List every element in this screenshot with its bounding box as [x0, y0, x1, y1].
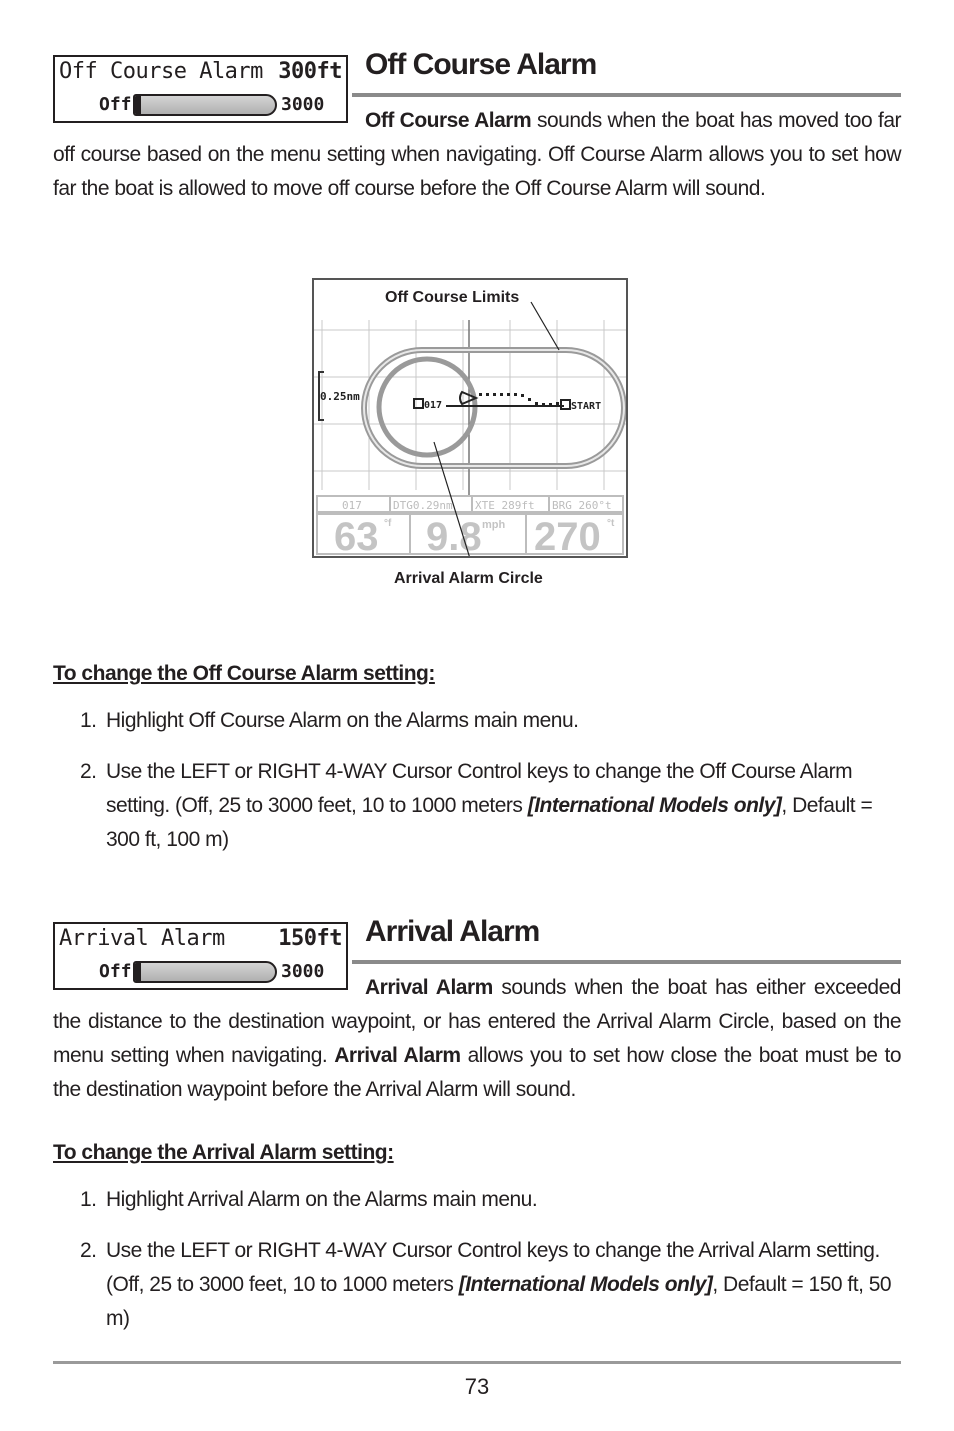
- widget-min-label: Off: [99, 94, 132, 115]
- description-text-2: allows you to set how close the boat must be to the destination waypoint before the Arrival Alarm will sound.: [53, 1044, 902, 1101]
- widget-title: Arrival Alarm: [59, 926, 225, 951]
- widget-value: 300ft: [278, 59, 342, 84]
- big-temp: 63: [334, 515, 379, 556]
- section-heading-off-course: Off Course Alarm: [365, 48, 597, 81]
- step-text-end: , Default = 150 ft, 50 m): [106, 1273, 892, 1330]
- step-number: 1.: [80, 1188, 97, 1211]
- big-heading: 270: [534, 515, 601, 556]
- big-heading-unit: °t: [607, 518, 615, 529]
- arrival-step-2: [80, 1234, 900, 1336]
- info-xte: XTE 289ft: [475, 499, 535, 512]
- section-heading-arrival: Arrival Alarm: [365, 915, 540, 948]
- map-screen: [314, 280, 626, 556]
- scale-label: 0.25nm: [320, 390, 360, 403]
- step-text: Use the LEFT or RIGHT 4-WAY Cursor Control keys to change the Off Course Alarm setting. (Off, 25 to 3000 feet, 10 to 1000 meters: [106, 760, 853, 817]
- widget-title: Off Course Alarm: [59, 59, 263, 84]
- step-number: 2.: [80, 760, 97, 783]
- arrival-subheading: To change the Arrival Alarm setting:: [53, 1141, 394, 1164]
- page-number: 73: [464, 1374, 490, 1399]
- arrival-step-1: [80, 1183, 900, 1217]
- waypoint-label: 017: [424, 400, 443, 411]
- start-label: START: [571, 401, 602, 412]
- waypoint-icon: [414, 399, 423, 408]
- big-temp-unit: °f: [384, 518, 392, 529]
- description-lead-2: Arrival Alarm: [334, 1044, 461, 1067]
- heading-rule: [352, 960, 901, 964]
- description-lead: Off Course Alarm: [365, 109, 532, 132]
- step-emphasis: [International Models only]: [527, 794, 782, 817]
- big-speed: 9.8: [426, 515, 482, 556]
- step-number: 1.: [80, 709, 97, 732]
- off-course-figure: [312, 278, 628, 558]
- arrival-alarm-circle-label: Arrival Alarm Circle: [394, 570, 543, 587]
- off-course-limits-label: Off Course Limits: [385, 289, 520, 306]
- description-lead: Arrival Alarm: [365, 976, 493, 999]
- off-course-subheading: To change the Off Course Alarm setting:: [53, 662, 435, 685]
- step-emphasis: [International Models only]: [458, 1273, 713, 1296]
- widget-value: 150ft: [278, 926, 342, 951]
- description-text: sounds when the boat has either exceeded the distance to the destination waypoint, or has entered the Arrival Alarm Circle, based on the menu setting when navigating.: [53, 976, 901, 1067]
- heading-rule: [352, 93, 901, 97]
- off-course-description: [53, 104, 901, 206]
- step-number: 2.: [80, 1239, 97, 1262]
- step-text: Highlight Arrival Alarm on the Alarms main menu.: [106, 1188, 538, 1211]
- footer-rule: [53, 1361, 901, 1364]
- step-text: Use the LEFT or RIGHT 4-WAY Cursor Control keys to change the Arrival Alarm setting. (Off, 25 to 3000 feet, 10 to 1000 meters: [106, 1239, 880, 1296]
- widget-max-label: 3000: [281, 961, 325, 982]
- info-waypoint: 017: [342, 499, 362, 512]
- widget-min-label: Off: [99, 961, 132, 982]
- off-course-step-2: [80, 755, 900, 857]
- info-brg: BRG 260°t: [552, 499, 612, 512]
- widget-max-label: 3000: [281, 94, 325, 115]
- big-speed-unit: mph: [482, 519, 506, 531]
- step-text: Highlight Off Course Alarm on the Alarms main menu.: [106, 709, 579, 732]
- info-dtg: DTG0.29nm: [393, 499, 453, 512]
- description-text: sounds when the boat has moved too far off course based on the menu setting when navigating. Off Course Alarm allows you to set how far the boat is allowed to move off course before the Off Course Alarm will sound.: [53, 109, 901, 200]
- off-course-step-1: [80, 704, 900, 738]
- start-icon: [561, 400, 570, 409]
- arrival-description: [53, 971, 901, 1107]
- step-text-end: , Default = 300 ft, 100 m): [106, 794, 873, 851]
